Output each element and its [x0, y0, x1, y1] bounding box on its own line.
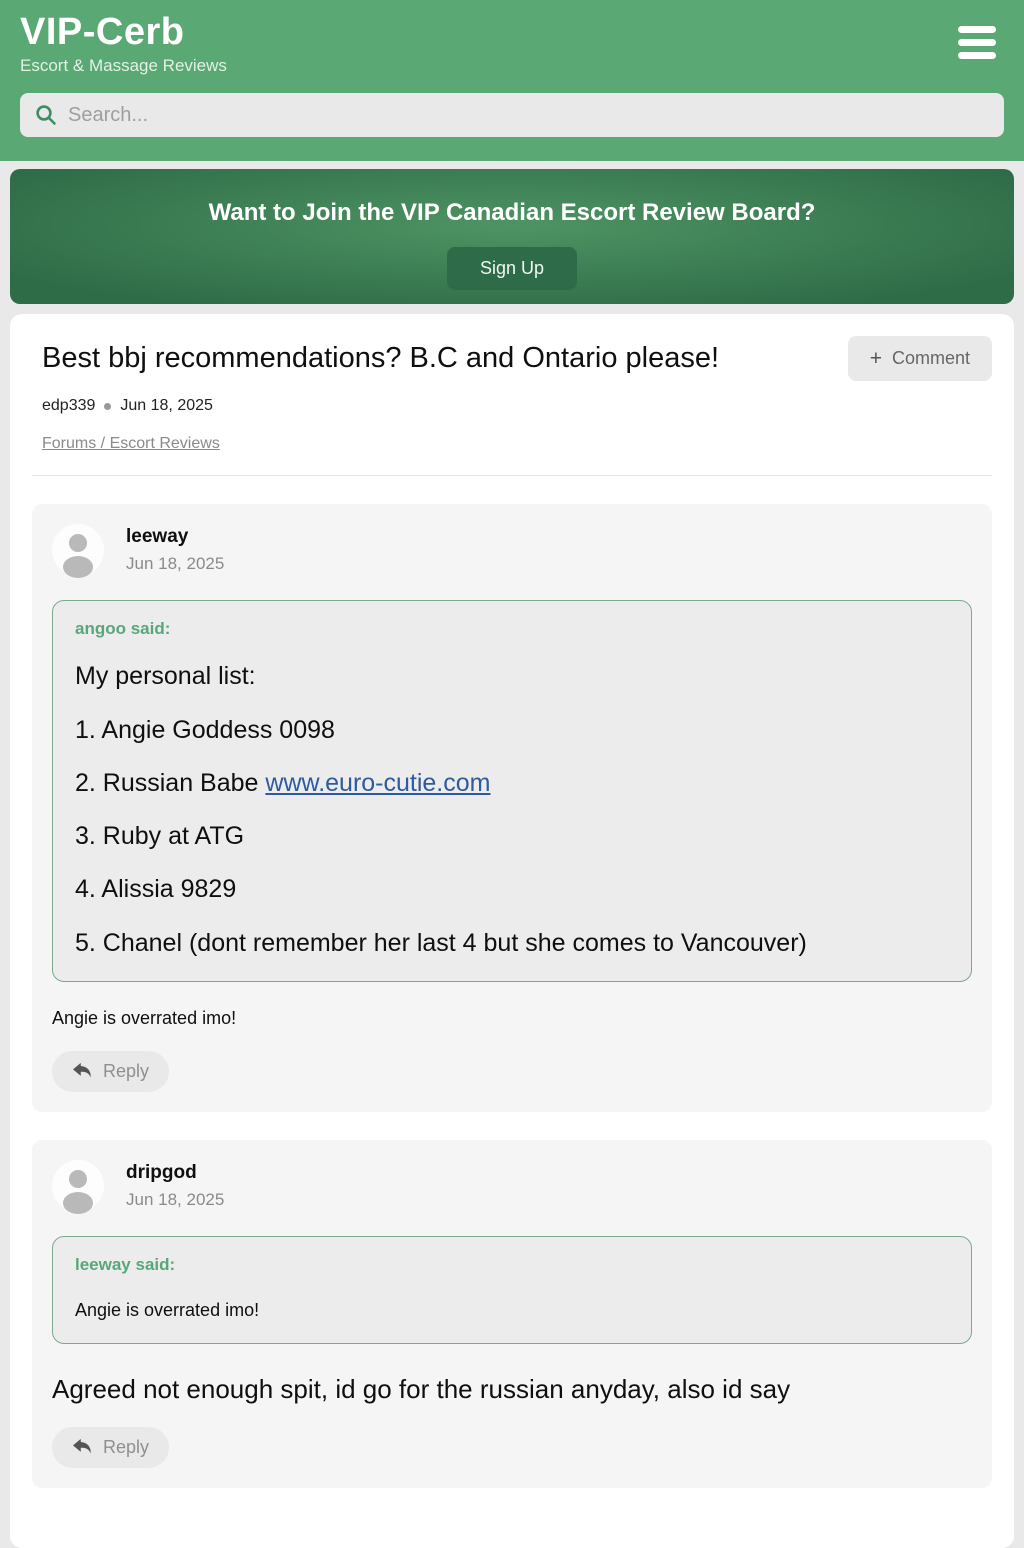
app-header — [0, 0, 1024, 161]
divider — [32, 475, 992, 476]
thread-meta — [32, 397, 992, 415]
quote-block — [52, 600, 972, 982]
avatar — [52, 1160, 104, 1212]
thread-card — [10, 314, 1014, 1548]
quote-line: 4. Alissia 9829 — [75, 875, 237, 904]
thread-title: Best bbj recommendations? B.C and Ontario please! — [42, 342, 720, 375]
app-title: VIP-Cerb — [20, 11, 185, 53]
quote-line: 5. Chanel (dont remember her last 4 but she comes to Vancouver) — [75, 928, 807, 957]
header-top — [20, 12, 1004, 75]
reply-icon — [72, 1062, 93, 1081]
quote-attribution: angoo said: — [75, 619, 171, 639]
comment-head — [52, 1160, 972, 1212]
quote-line: 3. Ruby at ATG — [75, 822, 245, 851]
add-comment-button[interactable] — [848, 336, 992, 381]
comment-body: Agreed not enough spit, id go for the russian anyday, also id say — [52, 1374, 791, 1405]
user-icon — [52, 524, 104, 576]
quote-line-text: 2. Russian Babe — [75, 768, 266, 797]
quote-line — [75, 768, 949, 799]
comment-button-label: Comment — [891, 348, 970, 369]
search-input[interactable] — [68, 104, 990, 127]
quote-line: 1. Angie Goddess 0098 — [75, 715, 335, 744]
app-tagline: Escort & Massage Reviews — [20, 55, 227, 75]
euro-cutie-link[interactable]: www.euro-cutie.com — [265, 768, 491, 797]
comment-card — [32, 504, 992, 1112]
comment-username: dripgod — [126, 1161, 197, 1183]
signup-button[interactable]: Sign Up — [447, 247, 577, 290]
quote-line: Angie is overrated imo! — [75, 1299, 260, 1320]
reply-button[interactable] — [52, 1051, 169, 1092]
title-row — [32, 336, 992, 381]
reply-label: Reply — [103, 1060, 150, 1081]
hamburger-menu-icon[interactable] — [958, 26, 996, 59]
plus-icon: + — [869, 347, 882, 371]
search-bar[interactable] — [20, 93, 1004, 137]
comment-date: Jun 18, 2025 — [126, 554, 225, 574]
breadcrumb[interactable]: Forums / Escort Reviews — [42, 435, 220, 453]
comment-card — [32, 1140, 992, 1489]
thread-author: edp339 — [42, 397, 96, 415]
logo-block — [20, 12, 227, 75]
reply-label: Reply — [103, 1437, 150, 1458]
thread-date: Jun 18, 2025 — [120, 397, 213, 415]
avatar — [52, 524, 104, 576]
quote-attribution: leeway said: — [75, 1254, 176, 1274]
search-icon — [34, 103, 58, 127]
comment-body: Angie is overrated imo! — [52, 1007, 237, 1028]
reply-button[interactable] — [52, 1427, 169, 1468]
user-icon — [52, 1160, 104, 1212]
comment-head — [52, 524, 972, 576]
banner-title: Want to Join the VIP Canadian Escort Review Board? — [208, 199, 816, 227]
quote-line: My personal list: — [75, 662, 256, 691]
quote-block — [52, 1236, 972, 1345]
join-banner — [10, 169, 1014, 304]
comment-date: Jun 18, 2025 — [126, 1189, 225, 1209]
comment-username: leeway — [126, 526, 189, 548]
meta-dot — [104, 403, 111, 410]
reply-icon — [72, 1438, 93, 1457]
